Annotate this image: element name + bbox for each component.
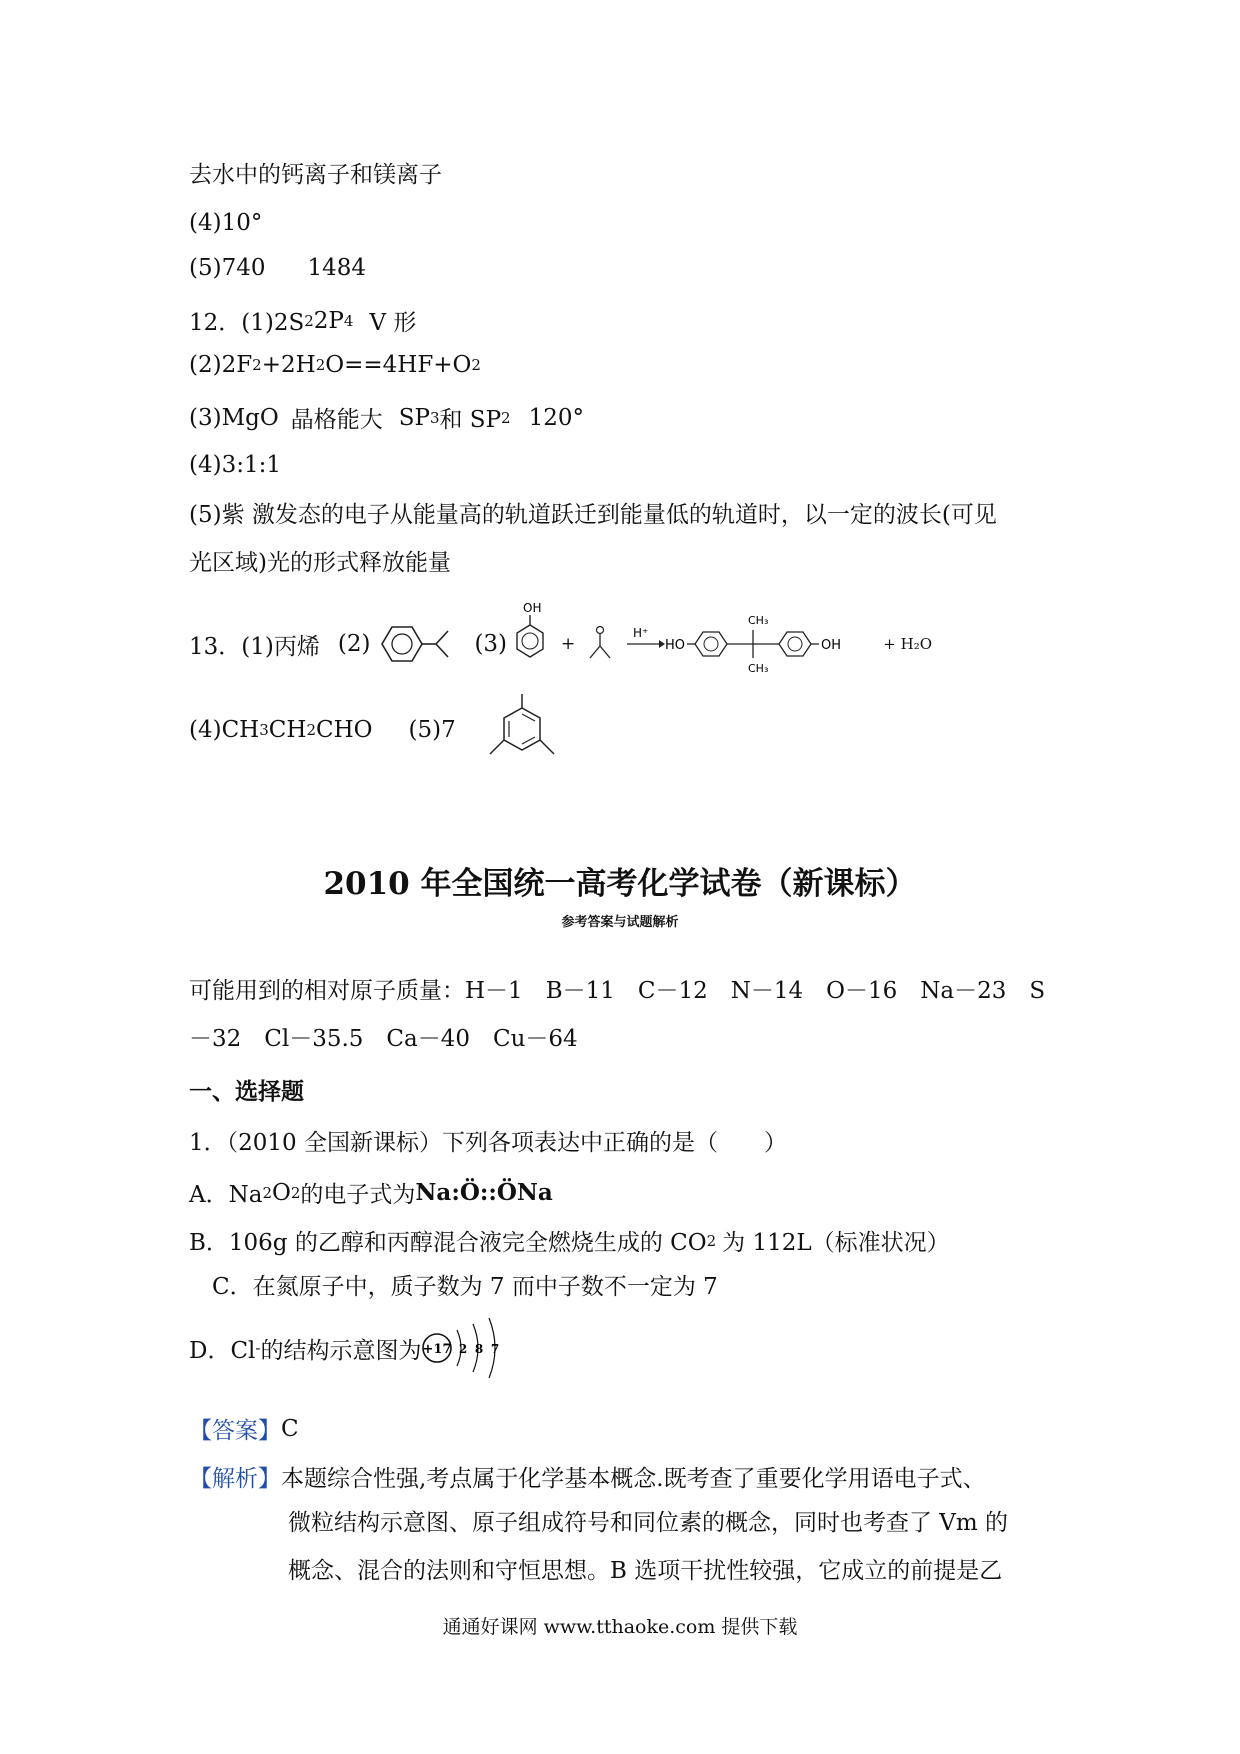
methyl-label: CH₃ [748, 614, 769, 627]
superscript: - [255, 1339, 261, 1357]
oh-label: OH [821, 638, 842, 653]
acetone-structure [587, 624, 613, 664]
analysis-text: 概念、混合的法则和守恒思想。B 选项干扰性较强，它成立的前提是乙 [288, 1558, 1003, 1584]
text-fragment: 13．(1)丙烯 [189, 633, 320, 660]
text-fragment: 1484 [307, 255, 367, 281]
text-line: (4)3:1:1 [189, 452, 281, 478]
electron-formula: Na:Ö::ÖNa [415, 1179, 553, 1206]
text-fragment: (3) [474, 631, 508, 657]
phenol-structure [513, 598, 547, 670]
text-fragment: (2) [337, 631, 371, 657]
q12-line-2 [189, 352, 481, 378]
analysis-line [189, 1460, 986, 1493]
text-fragment: 的电子式为 [300, 1182, 416, 1208]
atomic-masses-line: －32 Cl－35.5 Ca－40 Cu－64 [189, 1026, 578, 1052]
text-fragment: 12．(1)2S [189, 310, 305, 336]
superscript: 2 [304, 311, 314, 330]
subscript: 2 [315, 356, 326, 374]
subscript: 2 [262, 1183, 272, 1202]
subscript: 2 [471, 356, 481, 374]
shell-electrons: 8 [475, 1342, 484, 1356]
text-fragment: (2)2F [189, 352, 253, 378]
section-heading: 一、选择题 [189, 1079, 304, 1105]
option-a [189, 1176, 553, 1209]
text-fragment: CH [268, 717, 307, 743]
text-fragment: V 形 [369, 310, 417, 336]
text-fragment: SP [398, 404, 430, 431]
answer-value: C [281, 1415, 299, 1442]
subscript: 2 [706, 1231, 717, 1250]
analysis-tag: 【解析】 [189, 1466, 281, 1492]
text-fragment: O [272, 1179, 291, 1206]
text-fragment: 和 SP [439, 407, 502, 433]
mesitylene-structure [484, 690, 560, 770]
text-fragment: A．Na [189, 1182, 263, 1208]
page-footer: 通通好课网 www.tthaoke.com 提供下载 [442, 1616, 798, 1638]
text-fragment: 的结构示意图为 [260, 1337, 422, 1364]
text-line [189, 255, 366, 281]
q13-line-1 [189, 601, 933, 684]
water-label: + H₂O [883, 635, 933, 653]
subscript: 2 [252, 356, 262, 374]
text-fragment: (5)7 [408, 717, 456, 743]
text-fragment: B．106g 的乙醇和丙醇混合液完全燃烧生成的 CO [189, 1230, 707, 1256]
ho-label: HO [665, 638, 686, 653]
superscript: 2 [501, 408, 511, 427]
q12-line-1 [189, 304, 416, 337]
text-line: (4)10° [189, 210, 263, 236]
text-fragment: 晶格能大 [290, 407, 383, 433]
text-line: (5)紫 激发态的电子从能量高的轨道跃迁到能量低的轨道时，以一定的波长(可见 [189, 502, 997, 528]
chloride-ion-diagram [421, 1316, 505, 1380]
subscript: 2 [290, 1183, 301, 1202]
text-fragment: (4)CH [189, 717, 260, 743]
superscript: 3 [429, 408, 440, 427]
question-stem: 1．（2010 全国新课标）下列各项表达中正确的是（ ） [189, 1130, 787, 1156]
text-fragment: 2P [313, 307, 344, 334]
text-fragment: (5)740 [189, 255, 266, 281]
analysis-text: 微粒结构示意图、原子组成符号和同位素的概念，同时也考查了 Vm 的 [288, 1510, 1009, 1536]
text-fragment: O==4HF+O [325, 352, 472, 378]
q13-line-2 [189, 690, 560, 770]
shell-electrons: 2 [459, 1342, 468, 1356]
text-fragment: +2H [261, 352, 316, 378]
methyl-label: CH₃ [748, 662, 769, 675]
text-fragment: D．Cl [189, 1337, 256, 1364]
text-fragment: (3)MgO [189, 404, 279, 431]
cumene-structure [378, 621, 456, 667]
nucleus-label: +17 [422, 1342, 452, 1357]
text-line: 去水中的钙离子和镁离子 [189, 162, 442, 188]
plus-sign: + [561, 634, 576, 654]
option-b [189, 1224, 950, 1257]
bisphenol-a-structure [665, 608, 875, 680]
page-title: 2010 年全国统一高考化学试卷（新课标） [323, 866, 917, 902]
subscript: 2 [306, 721, 316, 739]
analysis-text: 本题综合性强,考点属于化学基本概念.既考查了重要化学用语电子式、 [281, 1466, 986, 1492]
superscript: 4 [343, 311, 354, 330]
answer-line [189, 1412, 299, 1445]
option-c: C．在氮原子中，质子数为 7 而中子数不一定为 7 [212, 1274, 718, 1300]
q12-line-3 [189, 401, 584, 434]
reaction-arrow [625, 624, 665, 664]
text-fragment: CHO [316, 717, 373, 743]
oh-label: OH [523, 601, 542, 615]
option-d [189, 1316, 505, 1380]
text-fragment: 120° [528, 404, 584, 431]
page-subtitle: 参考答案与试题解析 [561, 915, 679, 930]
answer-tag: 【答案】 [189, 1418, 281, 1444]
text-line: 光区域)光的形式释放能量 [189, 550, 451, 576]
subscript: 3 [259, 721, 269, 739]
catalyst-label: H⁺ [633, 626, 649, 640]
atomic-masses-line: 可能用到的相对原子质量：H－1 B－11 C－12 N－14 O－16 Na－23 S [189, 978, 1046, 1004]
shell-electrons: 7 [491, 1342, 500, 1356]
text-fragment: 为 112L（标准状况） [722, 1230, 950, 1256]
